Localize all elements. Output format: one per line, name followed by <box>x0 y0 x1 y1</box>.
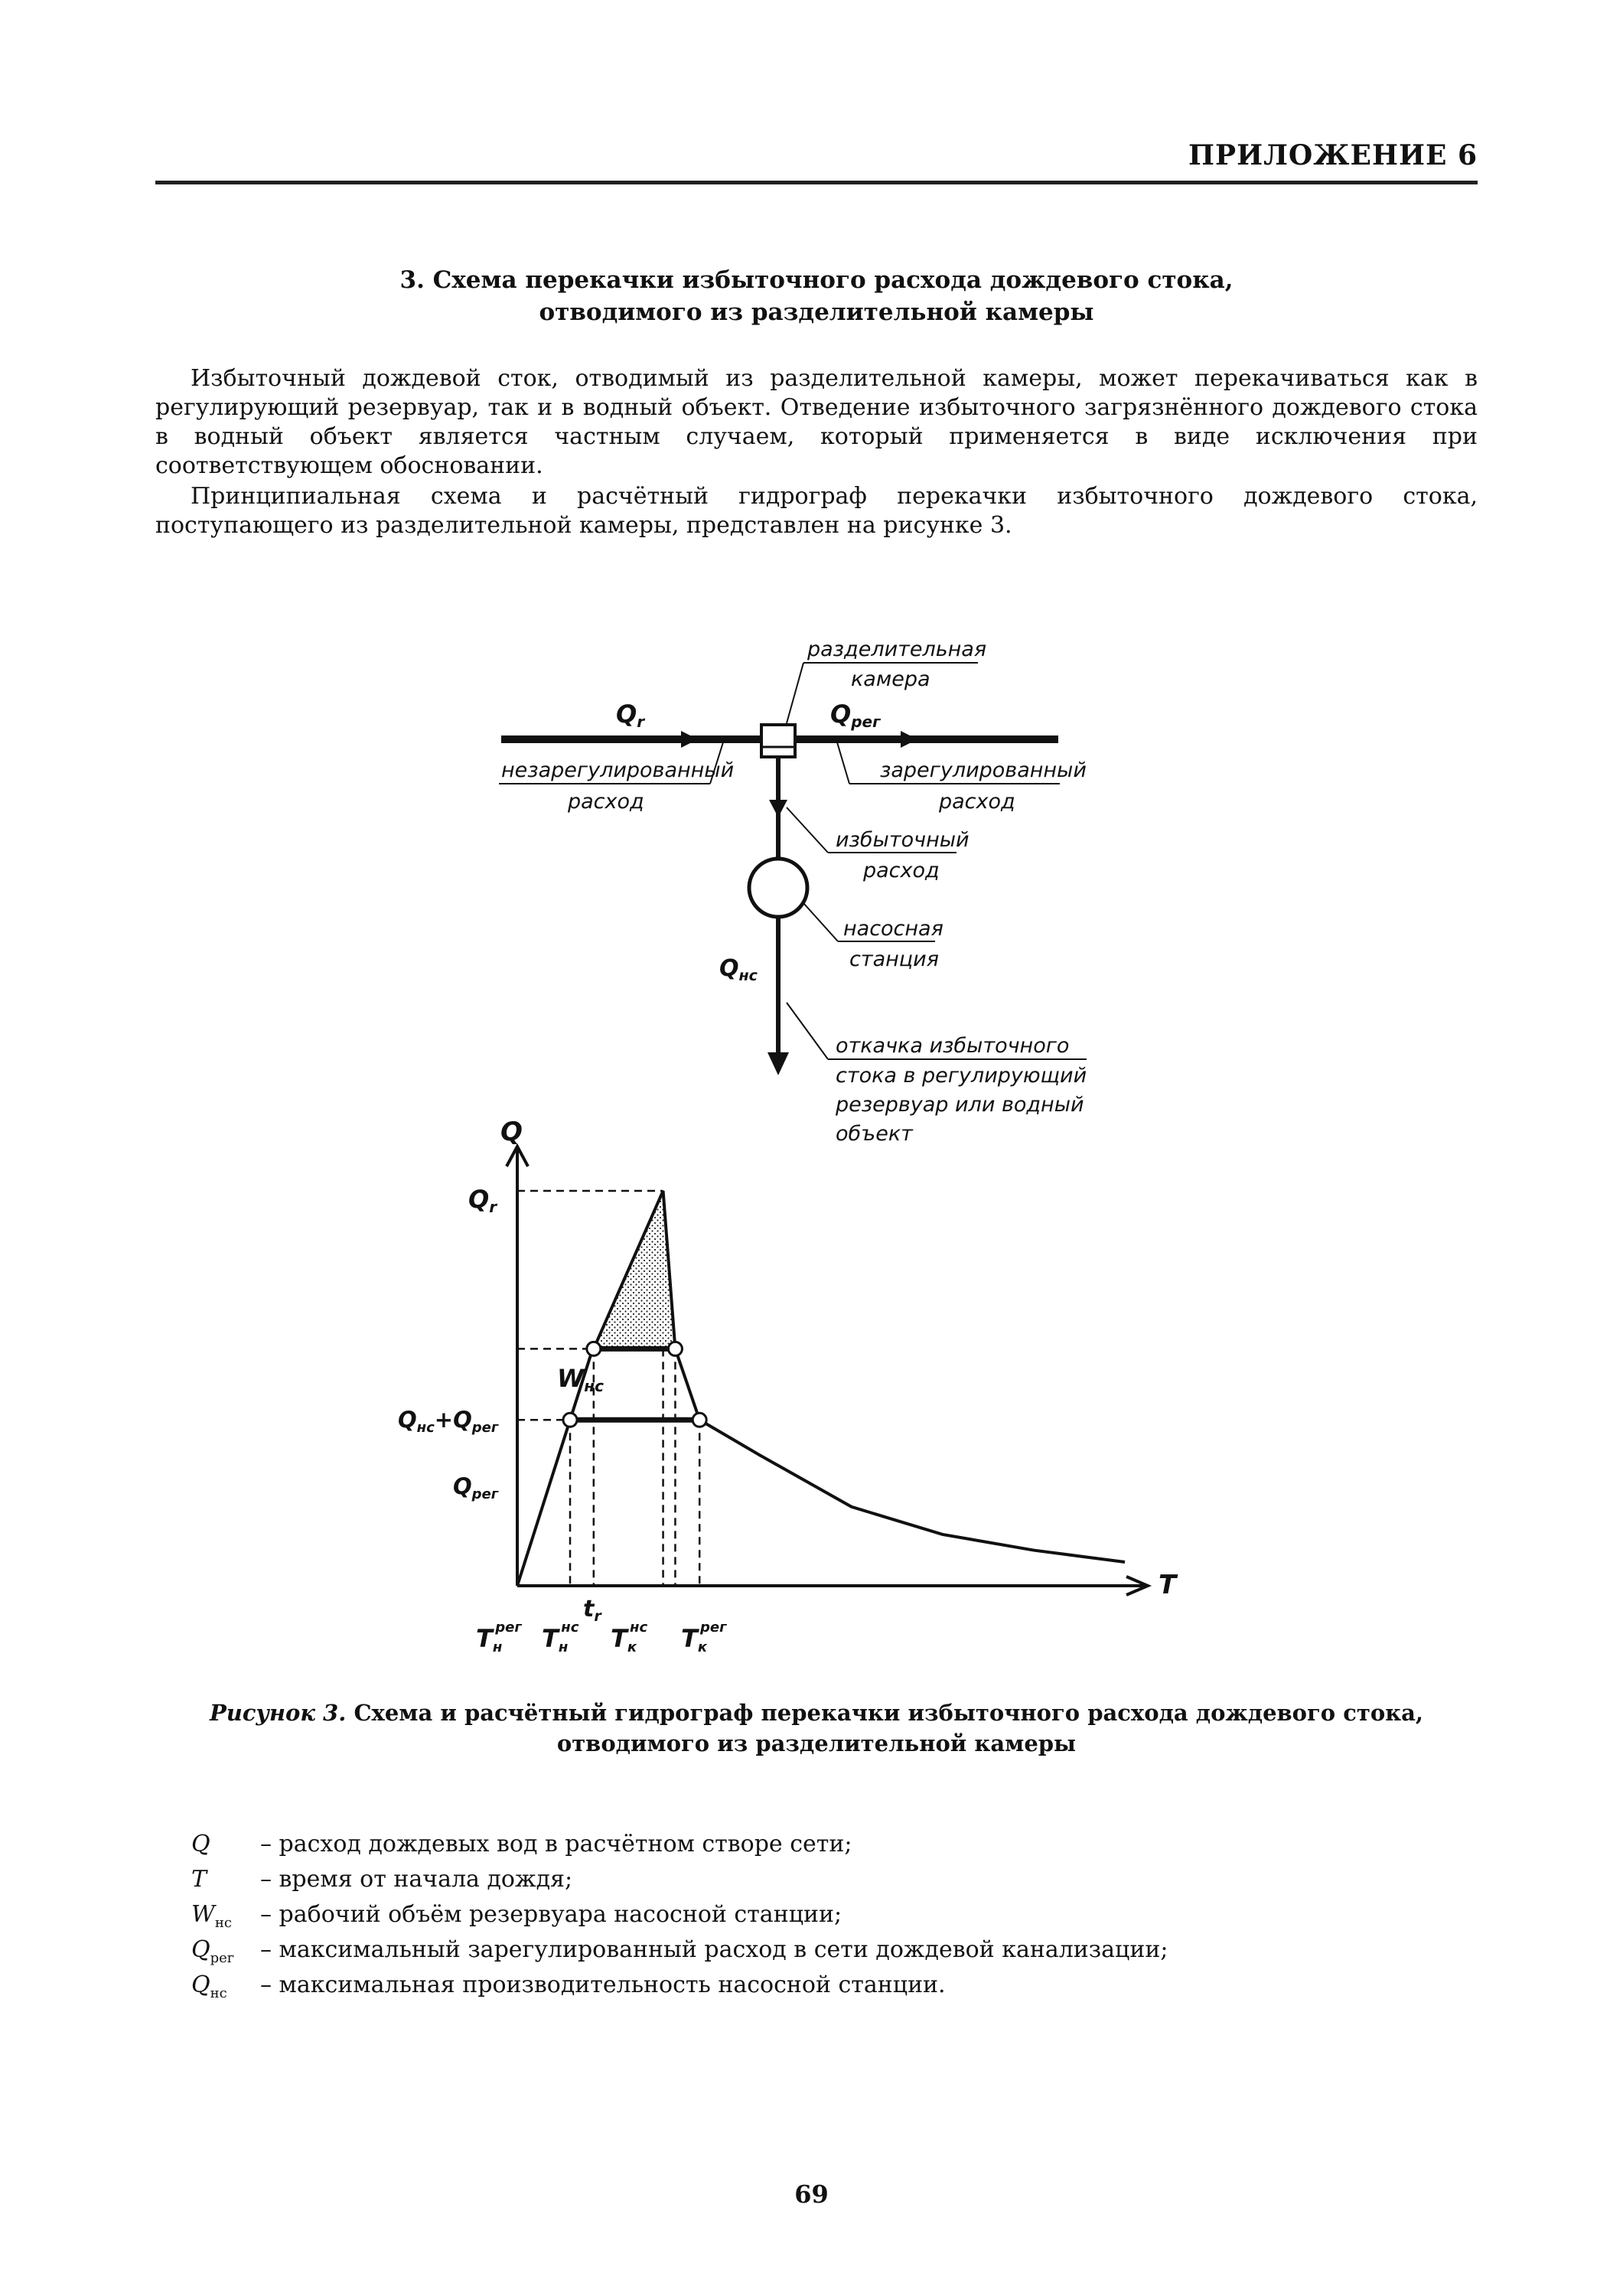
label-qreg: Qрег <box>830 700 881 731</box>
legend-text: – максимальный зарегулированный расход в сети дождевой канализации; <box>260 1936 1168 1963</box>
hydrograph-line <box>517 1191 1125 1586</box>
wnc-area <box>594 1191 676 1349</box>
legend-row <box>191 1831 1168 1866</box>
label-unregulated-1: незарегулированный <box>501 758 735 782</box>
flow-arrow-right <box>901 731 917 748</box>
tick-label-tk-nc: Tкнс <box>611 1619 648 1655</box>
label-qr: Qr <box>616 700 645 731</box>
label-qnc: $Q_{нс}$ <box>719 955 758 984</box>
legend-text: – расход дождевых вод в расчётном створе сети; <box>260 1831 852 1857</box>
caption-lead: Рисунок 3. <box>209 1700 347 1726</box>
tick-label-tr: $t_r$ <box>583 1596 601 1625</box>
tick-label-tn-reg: Tнрег <box>476 1619 522 1655</box>
legend-text: – время от начала дождя; <box>260 1866 573 1893</box>
section-title-line-1: 3. Схема перекачки избыточного расхода дождевого стока, <box>399 266 1234 294</box>
hydrograph-chart <box>398 1117 1178 1655</box>
flow-arrow-left <box>681 731 698 748</box>
paragraph-2: Принципиальная схема и расчётный гидрограф перекачки избыточного дождевого стока, поступающего из разделительной камеры, представлен на рисунке 3. <box>155 483 1478 539</box>
label-regulated-1: зарегулированный <box>880 758 1087 782</box>
label-regulated-2: расход <box>939 790 1015 814</box>
level-marker <box>668 1342 682 1355</box>
x-axis-label: T <box>1159 1570 1177 1600</box>
caption-line-2: отводимого из разделительной камеры <box>556 1730 1077 1756</box>
y-axis-label: Q <box>500 1117 523 1147</box>
label-pump-2: станция <box>849 947 939 971</box>
legend-row <box>191 1866 1168 1901</box>
label-sep-chamber-2: камера <box>851 667 930 691</box>
legend-symbol: Q <box>191 1831 210 1857</box>
scheme-diagram <box>499 638 1087 1146</box>
outflow-arrow <box>768 1052 789 1075</box>
label-outflow-2: стока в регулирующий <box>836 1064 1087 1088</box>
label-excess-2: расход <box>863 859 940 882</box>
area-label-wnc: Wнс <box>557 1364 604 1395</box>
level-marker <box>563 1413 577 1427</box>
symbol-legend <box>191 1831 1168 2007</box>
tick-label-tk-reg: Tкрег <box>681 1619 727 1655</box>
legend-row <box>191 1971 1168 2007</box>
legend-row <box>191 1936 1168 1971</box>
section-title-line-2: отводимого из разделительной камеры <box>539 298 1094 326</box>
legend-text: – рабочий объём резервуара насосной станции; <box>260 1901 842 1928</box>
tick-label-qr: Qr <box>468 1185 497 1216</box>
paragraph-1: Избыточный дождевой сток, отводимый из разделительной камеры, может перекачиваться как в регулирующий резервуар, так и в водный объект. Отведение избыточного загрязнённого дождевого стока в водный объект является частным случаем, который применяется в виде исключения при соответствующем обосновании. <box>155 365 1478 479</box>
legend-symbol: $W_{нс}$ <box>191 1901 232 1931</box>
label-outflow-4: объект <box>836 1122 913 1146</box>
tick-label-qsum: $Q_{нс}+Q_{рег}$ <box>398 1407 499 1436</box>
label-excess-1: избыточный <box>836 828 970 852</box>
label-pump-1: насосная <box>843 917 943 941</box>
tick-label-qreg: $Q_{рег}$ <box>453 1473 499 1502</box>
figure-caption <box>155 1698 1478 1759</box>
separation-chamber <box>761 725 795 757</box>
label-sep-chamber-1: разделительная <box>807 638 987 661</box>
label-outflow-1: откачка избыточного <box>836 1034 1070 1058</box>
label-unregulated-2: расход <box>568 790 644 814</box>
legend-symbol: $Q_{нс}$ <box>191 1971 227 2001</box>
caption-text-1: Схема и расчётный гидрограф перекачки избыточного расхода дождевого стока, <box>354 1700 1424 1726</box>
excess-arrow <box>769 800 787 817</box>
page-number: 69 <box>794 2180 829 2209</box>
caption-line-1 <box>155 1698 1478 1728</box>
label-outflow-3: резервуар или водный <box>836 1093 1084 1117</box>
level-marker <box>693 1413 706 1427</box>
pump-station <box>749 859 807 917</box>
appendix-header: ПРИЛОЖЕНИЕ 6 <box>1188 139 1478 171</box>
tick-label-tn-nc: Tннс <box>542 1619 579 1655</box>
legend-text: – максимальная производительность насосной станции. <box>260 1971 946 1998</box>
legend-row <box>191 1901 1168 1936</box>
legend-symbol: T <box>191 1866 207 1893</box>
legend-symbol: $Q_{рег}$ <box>191 1936 235 1966</box>
level-marker <box>587 1342 601 1355</box>
